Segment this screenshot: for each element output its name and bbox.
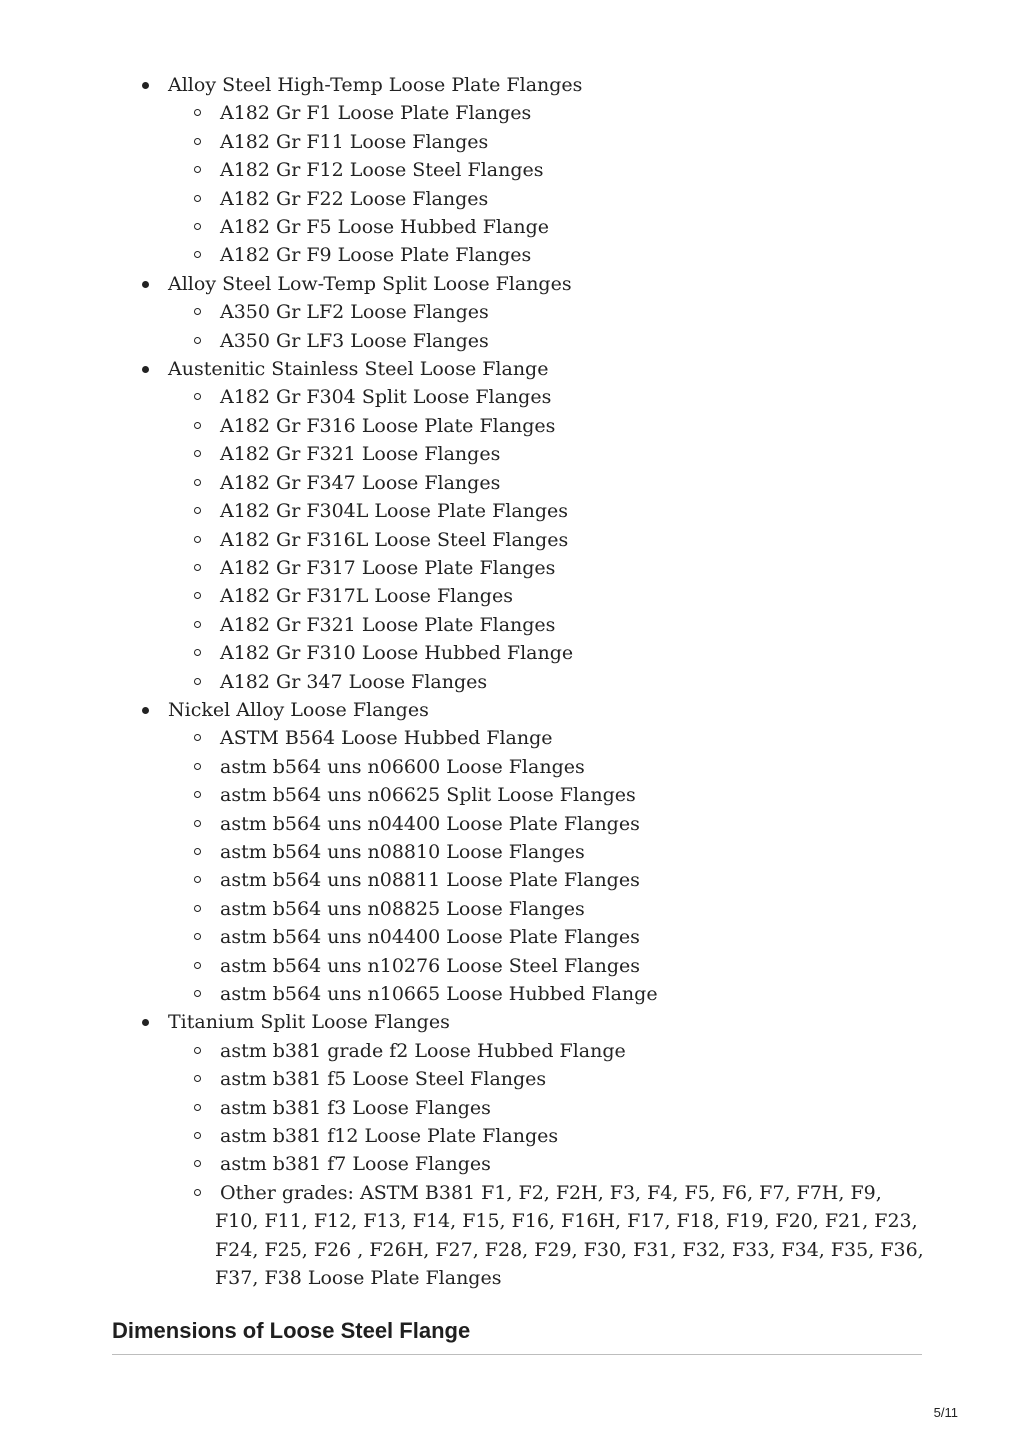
item-label: A182 Gr F1 Loose Plate Flanges (220, 102, 532, 125)
circle-bullet-icon (194, 337, 201, 344)
list-item (0, 1065, 1024, 1093)
page-content (0, 71, 1024, 1292)
item-label: astm b564 uns n10665 Loose Hubbed Flange (220, 983, 658, 1005)
list-item (0, 611, 1024, 639)
list-item (0, 526, 1024, 554)
item-label: A182 Gr F317L Loose Flanges (220, 585, 513, 608)
list-item (0, 1122, 1024, 1150)
bullet-icon (142, 366, 149, 373)
circle-bullet-icon (194, 479, 201, 486)
item-label: astm b564 uns n04400 Loose Plate Flanges (220, 926, 640, 949)
list-item (0, 71, 1024, 99)
list-item (0, 781, 1024, 809)
circle-bullet-icon (194, 251, 201, 258)
sub-list (0, 298, 1024, 355)
list-item (0, 668, 1024, 696)
list-item (0, 724, 1024, 752)
item-label: astm b381 f7 Loose Flanges (220, 1153, 491, 1176)
circle-bullet-icon (194, 621, 201, 628)
item-label: astm b381 f12 Loose Plate Flanges (220, 1125, 559, 1148)
bullet-icon (142, 281, 149, 288)
sub-list (0, 724, 1024, 1008)
circle-bullet-icon (194, 1075, 201, 1082)
list-item (0, 469, 1024, 497)
circle-bullet-icon (194, 649, 201, 656)
circle-bullet-icon (194, 791, 201, 798)
item-label: A182 Gr F317 Loose Plate Flanges (220, 556, 556, 579)
circle-bullet-icon (194, 422, 201, 429)
item-label: A350 Gr LF2 Loose Flanges (220, 301, 489, 324)
list-item (0, 1150, 1024, 1178)
item-label: A182 Gr F316L Loose Steel Flanges (220, 528, 569, 551)
list-item (0, 213, 1024, 241)
group-label: Nickel Alloy Loose Flanges (168, 698, 429, 721)
item-label: A182 Gr 347 Loose Flanges (220, 670, 488, 693)
list-item (0, 582, 1024, 610)
circle-bullet-icon (194, 905, 201, 912)
circle-bullet-icon (194, 166, 201, 173)
item-label: A182 Gr F347 Loose Flanges (220, 471, 501, 494)
list-item (0, 241, 1024, 269)
item-label: A182 Gr F304L Loose Plate Flanges (220, 500, 569, 523)
list-item (0, 298, 1024, 326)
circle-bullet-icon (194, 933, 201, 940)
circle-bullet-icon (194, 1189, 201, 1196)
list-item (0, 270, 1024, 298)
list-item (0, 980, 1024, 1008)
item-label: A182 Gr F5 Loose Hubbed Flange (220, 216, 549, 239)
item-label: astm b564 uns n06625 Split Loose Flanges (220, 784, 636, 807)
list-item (0, 497, 1024, 525)
circle-bullet-icon (194, 962, 201, 969)
list-item (0, 1094, 1024, 1122)
bullet-icon (142, 707, 149, 714)
group-label: Titanium Split Loose Flanges (168, 1011, 450, 1034)
circle-bullet-icon (194, 1132, 201, 1139)
circle-bullet-icon (194, 393, 201, 400)
circle-bullet-icon (194, 848, 201, 855)
item-label: astm b564 uns n08811 Loose Plate Flanges (220, 869, 640, 892)
item-label: A182 Gr F321 Loose Plate Flanges (220, 613, 556, 636)
list-item-other-grades (0, 1179, 1024, 1293)
circle-bullet-icon (194, 507, 201, 514)
circle-bullet-icon (194, 763, 201, 770)
list-item (0, 355, 1024, 383)
circle-bullet-icon (194, 536, 201, 543)
list-item (0, 128, 1024, 156)
circle-bullet-icon (194, 138, 201, 145)
item-label: astm b564 uns n10276 Loose Steel Flanges (220, 954, 640, 977)
sub-list (0, 383, 1024, 695)
group-label: Alloy Steel Low-Temp Split Loose Flanges (168, 272, 572, 295)
section-heading: Dimensions of Loose Steel Flange (112, 1318, 471, 1343)
circle-bullet-icon (194, 195, 201, 202)
group-label: Austenitic Stainless Steel Loose Flange (168, 358, 549, 381)
item-label: astm b381 f5 Loose Steel Flanges (220, 1068, 547, 1091)
circle-bullet-icon (194, 734, 201, 741)
item-label: A182 Gr F11 Loose Flanges (220, 130, 489, 153)
list-item (0, 923, 1024, 951)
list-item (0, 895, 1024, 923)
item-label: astm b564 uns n06600 Loose Flanges (220, 755, 585, 778)
bullet-icon (142, 1019, 149, 1026)
item-label: astm b564 uns n04400 Loose Plate Flanges (220, 812, 640, 835)
item-label: A182 Gr F22 Loose Flanges (220, 187, 489, 210)
list-item (0, 440, 1024, 468)
list-item (0, 753, 1024, 781)
list-item (0, 383, 1024, 411)
list-item (0, 1037, 1024, 1065)
item-label: A182 Gr F321 Loose Flanges (220, 443, 501, 466)
item-label: A182 Gr F316 Loose Plate Flanges (220, 414, 556, 437)
list-item (0, 185, 1024, 213)
item-label: astm b564 uns n08810 Loose Flanges (220, 840, 585, 863)
bullet-icon (142, 82, 149, 89)
item-label: astm b381 grade f2 Loose Hubbed Flange (220, 1039, 626, 1062)
list-item (0, 866, 1024, 894)
item-label: ASTM B564 Loose Hubbed Flange (220, 727, 553, 750)
list-item (0, 327, 1024, 355)
item-label: A182 Gr F310 Loose Hubbed Flange (220, 642, 574, 665)
list-item (0, 1008, 1024, 1036)
circle-bullet-icon (194, 308, 201, 315)
list-item (0, 99, 1024, 127)
list-item (0, 639, 1024, 667)
list-item (0, 952, 1024, 980)
list-item (0, 554, 1024, 582)
item-label: A182 Gr F304 Split Loose Flanges (220, 386, 552, 409)
page-number: 5/11 (933, 1405, 958, 1420)
item-label: astm b381 f3 Loose Flanges (220, 1096, 491, 1119)
circle-bullet-icon (194, 1104, 201, 1111)
circle-bullet-icon (194, 450, 201, 457)
circle-bullet-icon (194, 592, 201, 599)
circle-bullet-icon (194, 223, 201, 230)
circle-bullet-icon (194, 564, 201, 571)
item-label: A182 Gr F9 Loose Plate Flanges (220, 244, 532, 267)
list-item (0, 696, 1024, 724)
item-label: A182 Gr F12 Loose Steel Flanges (220, 159, 544, 182)
circle-bullet-icon (194, 820, 201, 827)
item-label: astm b564 uns n08825 Loose Flanges (220, 897, 585, 920)
circle-bullet-icon (194, 1047, 201, 1054)
grade-list (0, 71, 1024, 1292)
heading-divider (112, 1354, 922, 1355)
list-item (0, 838, 1024, 866)
list-item (0, 810, 1024, 838)
circle-bullet-icon (194, 109, 201, 116)
sub-list (0, 99, 1024, 269)
circle-bullet-icon (194, 990, 201, 997)
item-label: A350 Gr LF3 Loose Flanges (220, 329, 489, 352)
circle-bullet-icon (194, 1160, 201, 1167)
item-label: Other grades: ASTM B381 F1, F2, F2H, F3, F4, F5, F6, F7, F7H, F9, F10, F11, F12, F13, F14, F15, F16, F16H, F17, F18, F19, F20, F21, F23, F24, F25, F26 , F26H, F27, F28, F29, F30, F31, F32, F33, F34, F35, F36, F37, F38 Loose Plate Flanges (215, 1181, 924, 1290)
list-item (0, 412, 1024, 440)
group-label: Alloy Steel High-Temp Loose Plate Flanges (168, 74, 583, 96)
sub-list (0, 1037, 1024, 1293)
list-item (0, 156, 1024, 184)
circle-bullet-icon (194, 876, 201, 883)
circle-bullet-icon (194, 678, 201, 685)
